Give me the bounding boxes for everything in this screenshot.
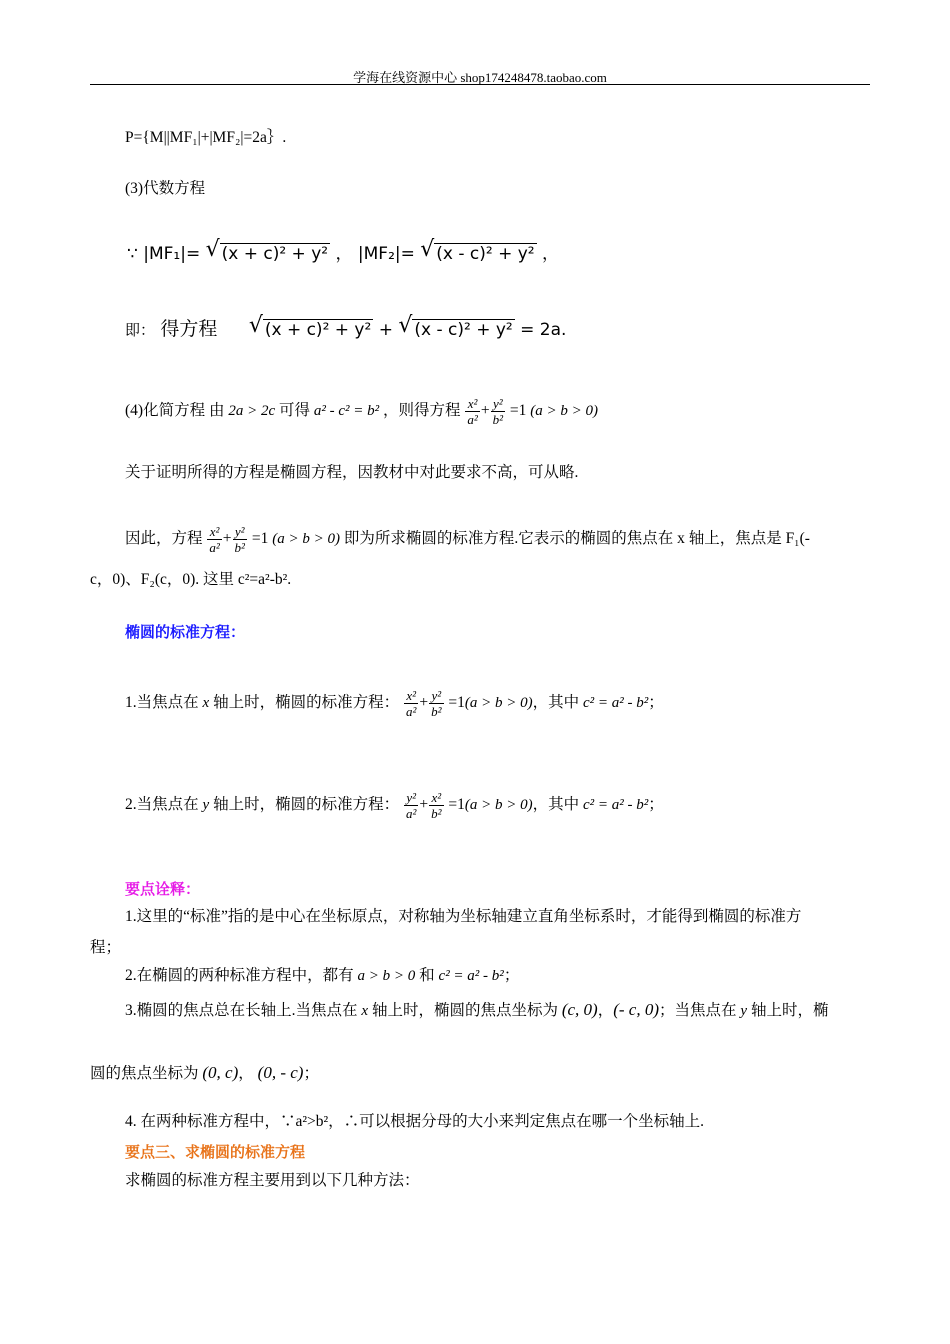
key-point-3-cont — [90, 1062, 319, 1085]
step4-rhs: =1 — [509, 402, 527, 420]
step4-relation: a² - c² = b² — [313, 403, 380, 420]
std1-relation: c² = a² - b² — [583, 695, 649, 712]
mf1-label: |MF₁|= — [143, 244, 201, 264]
kp3-text-b: 轴上时，椭圆的焦点坐标为 — [371, 1002, 558, 1019]
fraction-y2-b2: $\frac{\text{y²}}{\text{b²}}$ — [492, 396, 503, 427]
kp2-relation: c² = a² - b² — [438, 968, 504, 984]
kp3-text-c: ；当焦点在 — [659, 1002, 737, 1019]
conclusion-line2: c，0)、F₂(c，0). 这里 c²=a²-b². — [90, 571, 292, 588]
std2-text: 轴上时，椭圆的标准方程： — [213, 796, 400, 814]
section3-title: 要点三、求椭圆的标准方程 — [125, 1143, 306, 1161]
section-standard-title: 椭圆的标准方程： — [125, 623, 246, 641]
because-symbol: ∵ — [127, 244, 138, 264]
separator: ， — [335, 244, 353, 264]
std1-rhs: =1 — [448, 694, 465, 712]
fraction-x2-a2: $\frac{\text{x²}}{\text{a²}}$ — [467, 396, 478, 427]
line-end: ， — [542, 244, 560, 264]
kp3-text-d: 轴上时，椭 — [750, 1002, 829, 1019]
std2-end: ； — [648, 796, 664, 814]
std2-relation: c² = a² - b² — [583, 797, 649, 814]
sqrt-eq-1: √ (x + c)² + y² — [249, 319, 373, 341]
kp2-end: ； — [503, 967, 520, 984]
eq-rhs: = 2a. — [520, 320, 567, 340]
step4-cond: 2a > 2c — [228, 403, 276, 420]
eq-label: 得方程 — [160, 318, 218, 340]
kp3-end: ； — [303, 1065, 319, 1082]
mf-distance-line — [127, 243, 559, 265]
std1-end: ； — [648, 694, 664, 712]
eq-prefix: 即： — [125, 321, 156, 339]
conclusion-line: 因此，方程 $\frac{\text{x²}}{\text{a²}}$ + $\frac{\text{y²}}{\text{b²}}$ =1 (a > b > 0) 即为所求椭圆的标准方程.它表示的椭圆的焦点在 x 轴上，焦点是 F₁(- — [125, 524, 810, 555]
kp2-text: 2.在椭圆的两种标准方程中，都有 — [125, 967, 354, 984]
std2-fraction-1: $\frac{\text{y²}}{\text{a²}}$ — [405, 790, 417, 821]
std2-cond: (a > b > 0) — [464, 797, 533, 814]
step4-mid2: ，则得方程 — [383, 402, 461, 420]
kp3-focus-1: (c, 0) — [561, 1000, 598, 1019]
std2-fraction-2: $\frac{\text{x²}}{\text{b²}}$ — [431, 790, 442, 821]
kp2-and: 和 — [419, 967, 435, 984]
kp3-comma: ， — [597, 1002, 614, 1019]
plus-sign: + — [378, 320, 393, 340]
conclusion-prefix: 因此，方程 — [125, 530, 203, 548]
key-point-4: 4. 在两种标准方程中，∵a²>b²，∴可以根据分母的大小来判定焦点在哪一个坐标轴上. — [125, 1113, 705, 1130]
step4-line: (4)化简方程 由 2a > 2c 可得 a² - c² = b² ，则得方程 $\frac{\text{x²}}{\text{a²}}$ + $\frac{\text{y²}}{\text{b²}}$ =1 (a > b > 0) — [125, 396, 598, 427]
conclusion-cond: (a > b > 0) — [272, 531, 340, 548]
kp3-focus-3: (0, c) — [202, 1063, 239, 1082]
key-point-1b: 程； — [90, 939, 122, 956]
standard-form-2: 2.当焦点在 y 轴上时，椭圆的标准方程： $\frac{\text{y²}}{\text{a²}}$ + $\frac{\text{x²}}{\text{b²}}$ =1(a > b > 0)，其中 c² = a² - b²； — [125, 790, 664, 821]
sqrt-expression-1: √ (x + c)² + y² — [206, 243, 330, 265]
fraction-y2-b2-b: $\frac{\text{y²}}{\text{b²}}$ — [234, 524, 245, 555]
kp3-x: x — [361, 1003, 369, 1019]
sqrt-expression-2: √ (x - c)² + y² — [420, 243, 536, 265]
std1-text: 轴上时，椭圆的标准方程： — [213, 694, 400, 712]
key-point-3 — [125, 999, 828, 1022]
std1-prefix: 1.当焦点在 — [125, 694, 199, 712]
std1-mid: ，其中 — [532, 694, 580, 712]
step4-mid: 可得 — [278, 402, 310, 420]
kp2-cond: a > b > 0 — [357, 968, 416, 984]
standard-form-1: 1.当焦点在 x 轴上时，椭圆的标准方程： $\frac{\text{x²}}{\text{a²}}$ + $\frac{\text{y²}}{\text{b²}}$ =1(a > b > 0)，其中 c² = a² - b²； — [125, 688, 664, 719]
kp3-focus-2: (- c, 0) — [613, 1000, 659, 1019]
std2-mid: ，其中 — [532, 796, 580, 814]
step4-prefix: (4)化简方程 由 — [125, 402, 225, 420]
std2-rhs: =1 — [448, 796, 465, 814]
fraction-x2-a2-b: $\frac{\text{x²}}{\text{a²}}$ — [209, 524, 220, 555]
conclusion-text: 即为所求椭圆的标准方程.它表示的椭圆的焦点在 x 轴上，焦点是 F₁(- — [343, 530, 810, 548]
sqrt-eq-2: √ (x - c)² + y² — [398, 319, 514, 341]
kp3-focus-4: (0, - c) — [257, 1063, 304, 1082]
step3-label: (3)代数方程 — [125, 180, 206, 197]
key-point-1a: 1.这里的“标准”指的是中心在坐标原点，对称轴为坐标轴建立直角坐标系时，才能得到椭圆的标准方 — [125, 908, 802, 925]
page-header — [90, 64, 870, 85]
std1-cond: (a > b > 0) — [464, 695, 533, 712]
step4-cond2: (a > b > 0) — [530, 403, 598, 420]
kp3-y: y — [740, 1003, 748, 1019]
key-points-title: 要点诠释： — [125, 880, 201, 898]
proof-note: 关于证明所得的方程是椭圆方程，因教材中对此要求不高，可从略. — [125, 464, 579, 481]
std2-prefix: 2.当焦点在 — [125, 796, 199, 814]
std1-axis: x — [202, 695, 210, 712]
std2-axis: y — [202, 797, 210, 814]
key-point-2 — [125, 965, 519, 987]
section3-intro: 求椭圆的标准方程主要用到以下几种方法： — [125, 1172, 420, 1189]
std1-fraction-2: $\frac{\text{y²}}{\text{b²}}$ — [431, 688, 442, 719]
header-text: 学海在线资源中心 shop174248478.taobao.com — [353, 70, 607, 85]
std1-fraction-1: $\frac{\text{x²}}{\text{a²}}$ — [405, 688, 417, 719]
set-definition: P={M||MF₁|+|MF₂|=2a｝. — [125, 129, 287, 146]
kp3-comma2: ， — [238, 1065, 254, 1082]
equation-line — [125, 318, 566, 341]
mf2-label: |MF₂|= — [357, 244, 415, 264]
kp3-text-a: 3.椭圆的焦点总在长轴上.当焦点在 — [125, 1002, 358, 1019]
kp3-text-e: 圆的焦点坐标为 — [90, 1065, 199, 1082]
conclusion-rhs: =1 — [251, 530, 269, 548]
